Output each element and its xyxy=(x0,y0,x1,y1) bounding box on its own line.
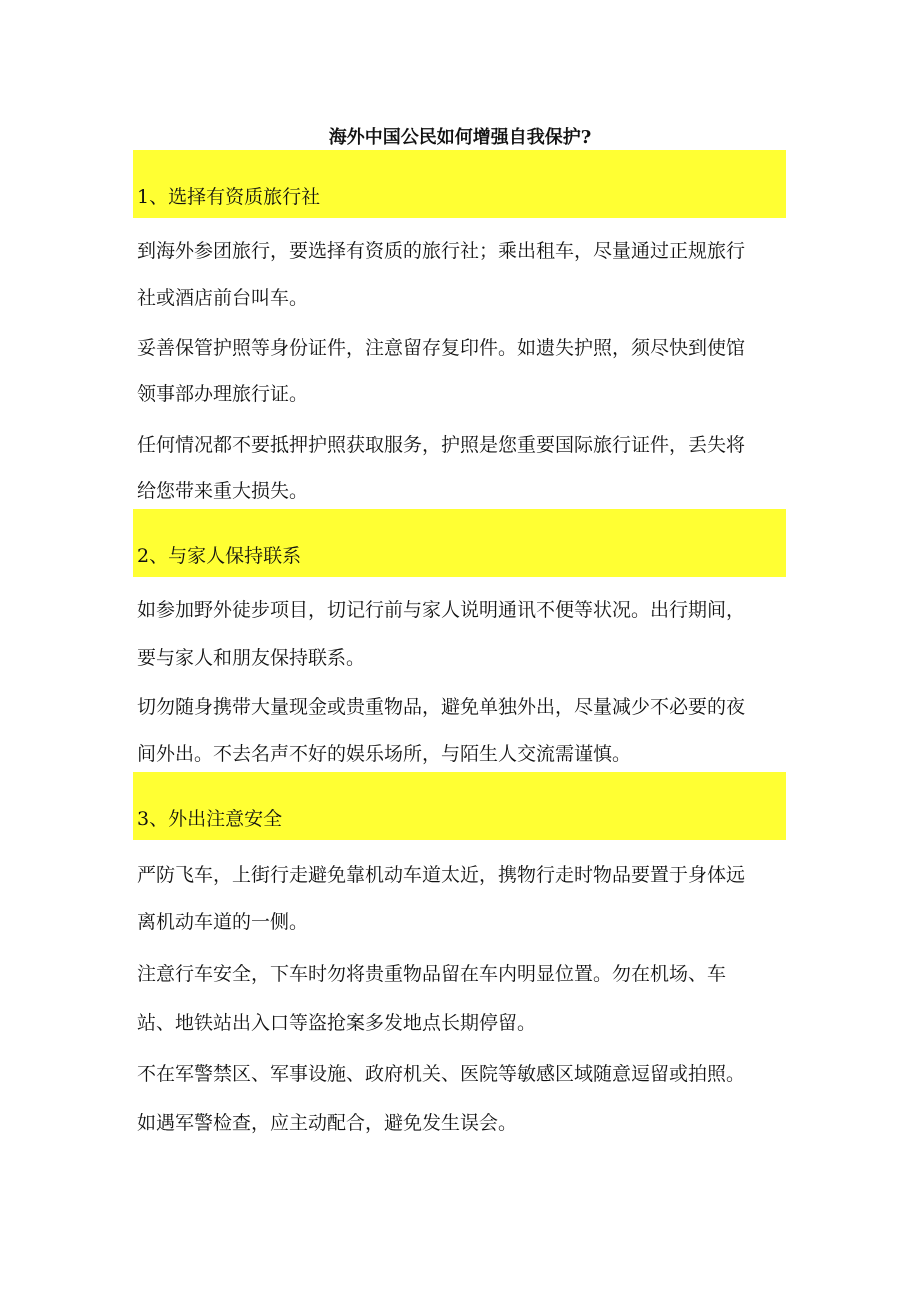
section-1-line-2: 社或酒店前台叫车。 xyxy=(137,287,309,309)
section-1-line-6: 给您带来重大损失。 xyxy=(137,480,309,502)
section-2-heading: 2、与家人保持联系 xyxy=(137,545,302,567)
section-1-heading: 1、选择有资质旅行社 xyxy=(137,186,321,208)
section-1-line-4: 领事部办理旅行证。 xyxy=(137,383,309,405)
section-1-line-1: 到海外参团旅行，要选择有资质的旅行社；乘出租车，尽量通过正规旅行 xyxy=(137,240,746,262)
section-2-line-1: 如参加野外徒步项目，切记行前与家人说明通讯不便等状况。出行期间， xyxy=(137,599,746,621)
section-2-line-4: 间外出。不去名声不好的娱乐场所，与陌生人交流需谨慎。 xyxy=(137,743,632,765)
section-3-heading: 3、外出注意安全 xyxy=(137,808,283,830)
section-1-line-3: 妥善保管护照等身份证件，注意留存复印件。如遗失护照，须尽快到使馆 xyxy=(137,337,746,359)
section-3-line-1: 严防飞车，上街行走避免靠机动车道太近，携物行走时物品要置于身体远 xyxy=(137,864,746,886)
section-3-line-2: 离机动车道的一侧。 xyxy=(137,911,309,933)
section-2-line-2: 要与家人和朋友保持联系。 xyxy=(137,647,366,669)
section-2-line-3: 切勿随身携带大量现金或贵重物品，避免单独外出，尽量减少不必要的夜 xyxy=(137,696,746,718)
document-title: 海外中国公民如何增强自我保护? xyxy=(328,127,592,148)
section-3-line-5: 不在军警禁区、军事设施、政府机关、医院等敏感区域随意逗留或拍照。 xyxy=(137,1063,746,1085)
section-3-line-6: 如遇军警检查，应主动配合，避免发生误会。 xyxy=(137,1112,518,1134)
section-3-line-4: 站、地铁站出入口等盗抢案多发地点长期停留。 xyxy=(137,1012,537,1034)
section-1-line-5: 任何情况都不要抵押护照获取服务，护照是您重要国际旅行证件，丢失将 xyxy=(137,434,746,456)
section-3-line-3: 注意行车安全，下车时勿将贵重物品留在车内明显位置。勿在机场、车 xyxy=(137,963,727,985)
